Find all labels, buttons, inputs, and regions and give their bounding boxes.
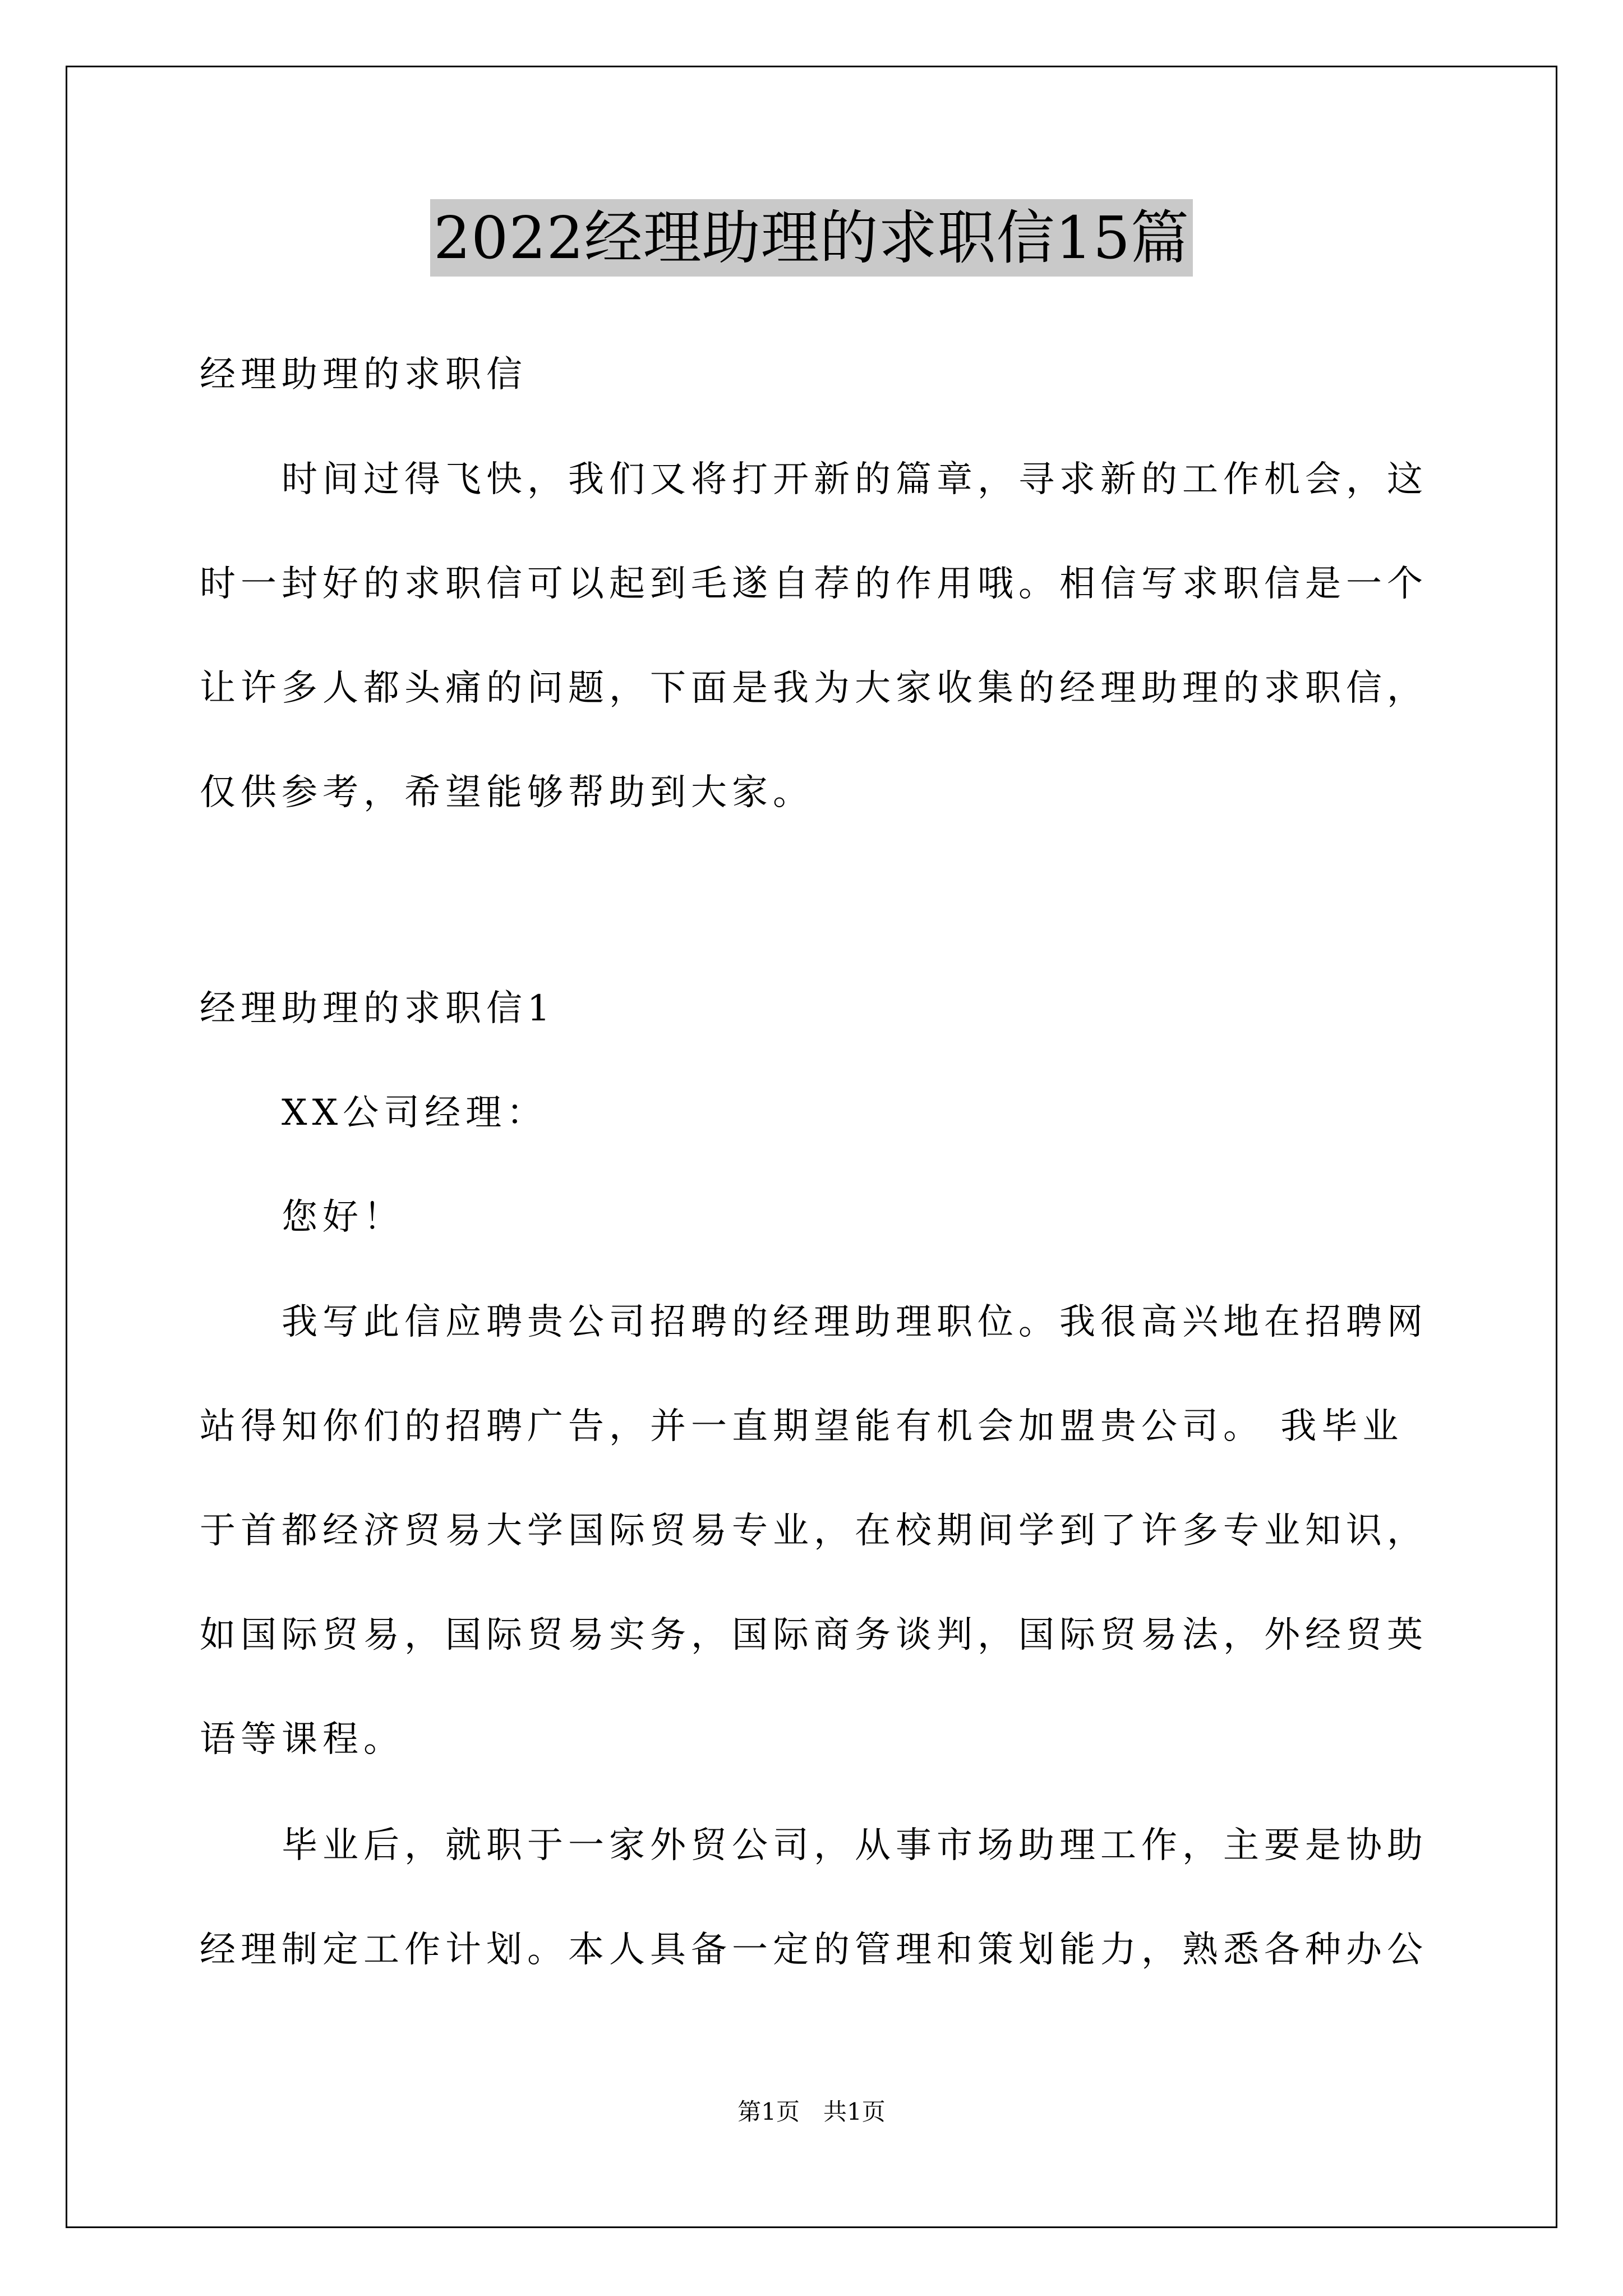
letter-paragraph: 毕业后，就职于一家外贸公司，从事市场助理工作，主要是协助经理制定工作计划。本人具备一定的管理和策划能力，熟悉各种办公 xyxy=(200,1825,1428,1971)
letter-salutation: XX公司经理： xyxy=(282,1092,548,1134)
intro-paragraph: 时间过得飞快，我们又将打开新的篇章，寻求新的工作机会，这时一封好的求职信可以起到毛遂自荐的作用哦。相信写求职信是一个让许多人都头痛的问题，下面是我为大家收集的经理助理的求职信，仅供参考，希望能够帮助到大家。 xyxy=(200,459,1428,813)
letter-paragraph: 我写此信应聘贵公司招聘的经理助理职位。我很高兴地在招聘网站得知你们的招聘广告，并一直期望能有机会加盟贵公司。 我毕业于首都经济贸易大学国际贸易专业，在校期间学到了许多专业知识，如国际贸易，国际贸易实务，国际商务谈判，国际贸易法，外经贸英语等课程。 xyxy=(200,1301,1428,1760)
document-title: 2022经理助理的求职信15篇 xyxy=(430,199,1193,277)
section-heading-intro: 经理助理的求职信 xyxy=(200,354,527,395)
letter-greeting: 您好！ xyxy=(282,1197,404,1238)
title-wrapper xyxy=(0,199,1623,277)
page-footer: 第1页 共1页 xyxy=(737,2098,886,2125)
section-heading-letter-1: 经理助理的求职信1 xyxy=(200,988,555,1029)
